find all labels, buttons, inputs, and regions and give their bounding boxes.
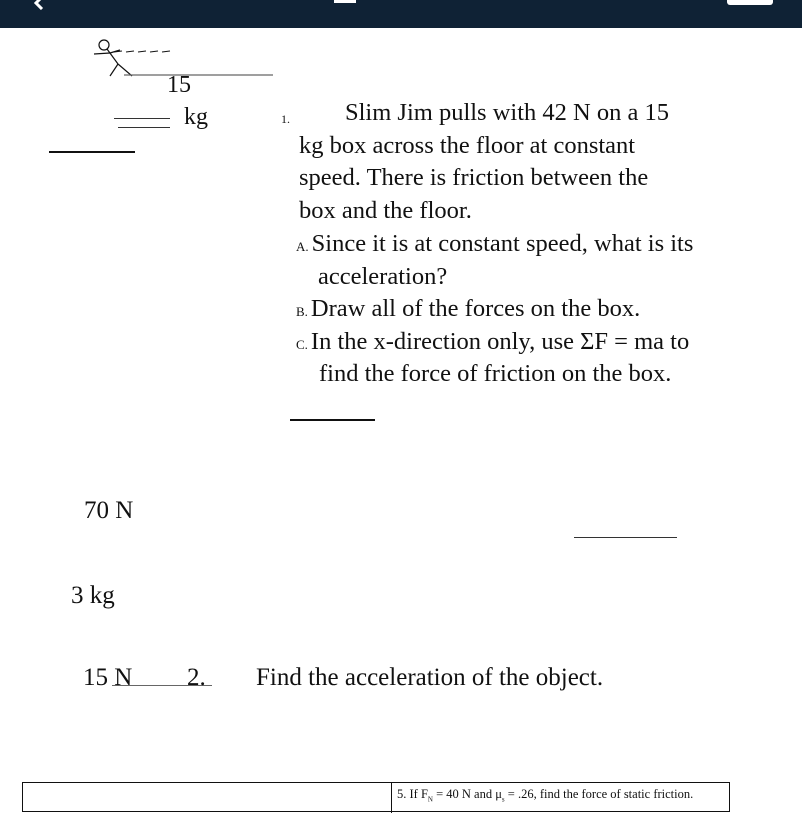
problem1-part-a-cont: acceleration? (318, 263, 448, 290)
part-letter: A. (296, 239, 309, 254)
problem1-line: speed. There is friction between the (299, 164, 649, 191)
diagram1-mass-value: 15 (167, 72, 191, 98)
q5-text: 5. If F (397, 787, 428, 801)
divider (574, 537, 677, 538)
problem2-text: Find the acceleration of the object. (256, 664, 604, 691)
table-divider (391, 783, 392, 813)
part-text: In the x-direction only, use ΣF = ma to (310, 328, 690, 355)
part-text: Draw all of the forces on the box. (310, 295, 641, 322)
q5-text: = .26, find the force of static friction. (504, 787, 694, 801)
q5-subscript: N (427, 795, 433, 804)
table-cell-q5 (397, 787, 693, 804)
q5-text: = 40 N and μ (432, 787, 502, 801)
top-bar (0, 0, 802, 28)
problem1-number: 1. (281, 112, 290, 126)
divider (49, 151, 135, 153)
problem1-part-a (296, 228, 693, 264)
problem1-line: box and the floor. (299, 197, 472, 224)
problem2-number: 2. (187, 664, 206, 691)
q5-subscript: s (501, 795, 505, 804)
diagram1-mass-unit: kg (184, 104, 208, 130)
diagram2-force-top: 70 N (84, 497, 134, 524)
diagram2-force-left: 15 N (83, 664, 133, 691)
problem1-part-c (296, 326, 689, 362)
part-letter: B. (296, 304, 308, 319)
title-mark (334, 0, 356, 3)
bottom-table (22, 782, 730, 812)
problem1-line: kg box across the floor at constant (299, 132, 636, 159)
action-button[interactable] (727, 0, 773, 5)
chevron-left-icon[interactable] (32, 0, 46, 10)
part-letter: C. (296, 337, 308, 352)
part-text: Since it is at constant speed, what is its (311, 230, 694, 257)
diagram2-mass: 3 kg (71, 582, 115, 609)
problem1-line: Slim Jim pulls with 42 N on a 15 (345, 99, 669, 126)
divider (118, 127, 170, 128)
problem1-part-c-cont: find the force of friction on the box. (319, 360, 672, 387)
divider (114, 118, 170, 119)
divider (290, 419, 375, 421)
problem1-part-b (296, 293, 640, 329)
